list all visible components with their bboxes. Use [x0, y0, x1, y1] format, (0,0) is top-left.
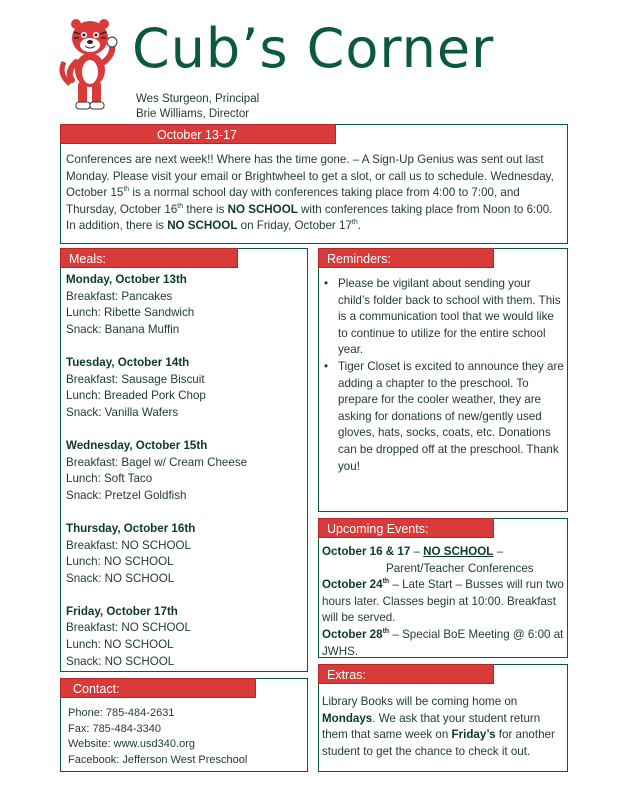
principal-name: Wes Sturgeon, Principal: [136, 93, 260, 105]
event-item: October 16 & 17 – NO SCHOOL –: [322, 545, 504, 558]
staff-names: [136, 92, 259, 122]
tiger-mascot-logo: [56, 14, 126, 114]
director-name: Brie Williams, Director: [136, 108, 250, 120]
contact-info: [68, 706, 304, 768]
reminders-list: [320, 276, 564, 475]
reminder-item: • Tiger Closet is excited to announce they are adding a chapter to the preschool. To prepare for the cooler weather, they are asking for donations of new/gently used gloves, hats, socks, coats, etc. Donations can be dropped off at the preschool. Thank you!: [320, 359, 564, 475]
no-school-emphasis: NO SCHOOL: [227, 202, 298, 216]
reminder-item: • Please be vigilant about sending your child’s folder back to school with them. This is a communication tool that we would like to continue to utilize for the entire school year.: [320, 276, 564, 359]
meal-day: Wednesday, October 15th Breakfast: Bagel w/ Cream Cheese Lunch: Soft Taco Snack: Pretzel Goldfish: [66, 438, 248, 502]
meal-day: Thursday, October 16th Breakfast: NO SCHOOL Lunch: NO SCHOOL Snack: NO SCHOOL: [66, 521, 196, 585]
event-item: October 24th – Late Start – Busses will run two hours later. Classes begin at 10:00. Breakfast will be served.: [322, 578, 564, 625]
week-announcement-text: Conferences are next week!! Where has the time gone. – A Sign-Up Genius was sent out last Monday. Please visit your email or Brightwheel to get a slot, or call us to schedule. Wednesday, October 15th is a normal school day with conferences taking place from 4:00 to 7:00, and Thursday, October 16th there is NO SCHOOL with conferences taking place from Noon to 6:00. In addition, there is NO SCHOOL on Friday, October 17th.: [66, 153, 554, 233]
week-label: [60, 124, 336, 144]
meals-list: [66, 272, 304, 670]
extras-label: Extras:: [318, 664, 494, 684]
contact-facebook[interactable]: Facebook: Jefferson West Preschool: [68, 753, 248, 766]
contact-fax: Fax: 785-484-3340: [68, 722, 161, 735]
contact-label: Contact:: [60, 678, 256, 698]
events-list: [322, 544, 564, 660]
contact-phone: Phone: 785-484-2631: [68, 707, 175, 719]
meal-day: Tuesday, October 14th Breakfast: Sausage Biscuit Lunch: Breaded Pork Chop Snack: Vanilla Wafers: [66, 355, 206, 419]
events-label: Upcoming Events:: [318, 518, 494, 538]
meals-label: Meals:: [60, 248, 238, 268]
newsletter-title: Cub’s Corner: [132, 17, 495, 80]
no-school-emphasis: NO SCHOOL: [167, 219, 238, 233]
extras-text: Library Books will be coming home on Mondays. We ask that your student return them that same week on Friday’s for another student to get the chance to check it out.: [322, 695, 555, 758]
meal-day: Friday, October 17th Breakfast: NO SCHOOL Lunch: NO SCHOOL Snack: NO SCHOOL: [66, 604, 191, 668]
reminders-label: Reminders:: [318, 248, 494, 268]
contact-website[interactable]: Website: www.usd340.org: [68, 738, 195, 750]
event-item: October 28th – Special BoE Meeting @ 6:00 at JWHS.: [322, 627, 564, 658]
event-item-desc: Parent/Teacher Conferences: [386, 561, 534, 575]
meal-day: Monday, October 13th Breakfast: Pancakes Lunch: Ribette Sandwich Snack: Banana Muffin: [66, 273, 195, 336]
week-label-text: October 13-17: [157, 128, 237, 142]
